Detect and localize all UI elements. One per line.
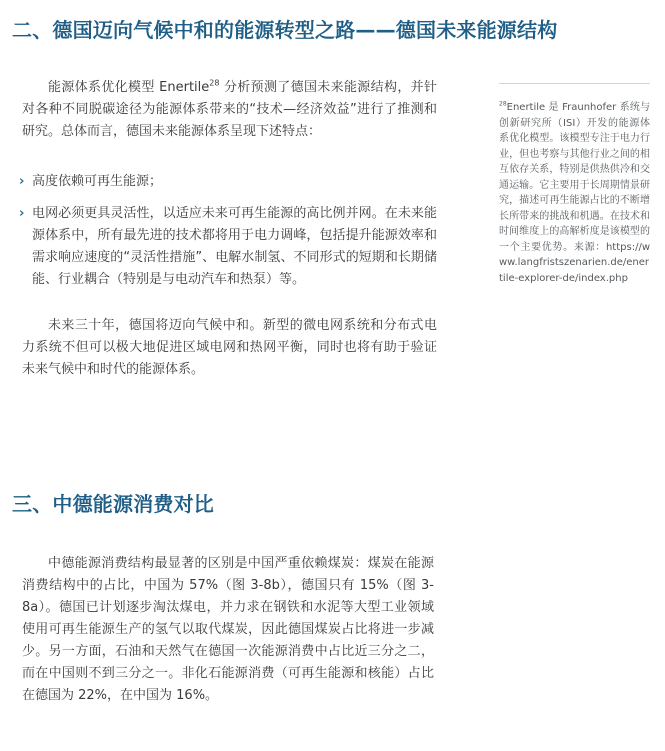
climate-neutral-paragraph bbox=[22, 315, 437, 381]
bullet-list-item bbox=[19, 171, 437, 193]
footnote-number: 28 bbox=[499, 100, 507, 108]
chevron-right-icon: › bbox=[19, 206, 25, 221]
consumption-paragraph bbox=[22, 553, 434, 707]
footnote-reference[interactable]: 28 bbox=[209, 78, 220, 88]
intro-paragraph bbox=[22, 77, 437, 143]
paragraph-text: 中德能源消费结构最显著的区别是中国严重依赖煤炭：煤炭在能源消费结构中的占比，中国为 57%（图 3-8b），德国只有 15%（图 3-8a）。德国已计划逐步淘汰煤电，并力求在钢铁和水泥等大型工业领域使用可再生能源生产的氢气以取代煤炭，因此德国煤炭占比将进一步减少。另一方面，石油和天然气在德国一次能源消费中占比近三分之二，而在中国则不到三分之一。非化石能源消费（可再生能源和核能）占比在德国为 22%，在中国为 16%。 bbox=[22, 556, 434, 703]
bullet-text: 电网必须更具灵活性，以适应未来可再生能源的高比例并网。在未来能源体系中，所有最先进的技术都将用于电力调峰，包括提升能源效率和需求响应速度的“灵活性措施”、电解水制氢、不同形式的短期和长期储能、行业耦合（特别是与电动汽车和热泵）等。 bbox=[32, 206, 437, 287]
section-title-energy-consumption: 三、中德能源消费对比 bbox=[12, 492, 214, 516]
section-title-energy-transition: 二、德国迈向气候中和的能源转型之路——德国未来能源结构 bbox=[12, 18, 558, 42]
intro-text-start: 能源体系优化模型 Enertile bbox=[48, 80, 210, 95]
footnote-sidebar bbox=[499, 83, 650, 286]
chevron-right-icon: › bbox=[19, 174, 25, 189]
paragraph-text: 未来三十年，德国将迈向气候中和。新型的微电网系统和分布式电力系统不但可以极大地促进区域电网和热网平衡，同时也将有助于验证未来气候中和时代的能源体系。 bbox=[22, 318, 437, 377]
bullet-text: 高度依赖可再生能源； bbox=[32, 174, 163, 189]
intro-text-end: 分析预测了德国未来能源结构，并针对各种不同脱碳途径为能源体系带来的“技术—经济效益”进行了推测和研究。总体而言，德国未来能源体系呈现下述特点： bbox=[22, 80, 437, 139]
bullet-list-item bbox=[19, 203, 437, 291]
footnote bbox=[499, 100, 650, 286]
footnote-text: Enertile 是 Fraunhofer 系统与创新研究所（ISI）开发的能源体系优化模型。该模型专注于电力行业，但也考察与其他行业之间的相互依存关系，特别是供热供冷和交通运输。它主要用于长周期情景研究，描述可再生能源占比的不断增长所带来的挑战和机遇。在技术和时间维度上的高解析度是该模型的一个主要优势。来源：https://www.langfristszenarien.de/enertile-explorer-de/index.php bbox=[499, 102, 650, 284]
